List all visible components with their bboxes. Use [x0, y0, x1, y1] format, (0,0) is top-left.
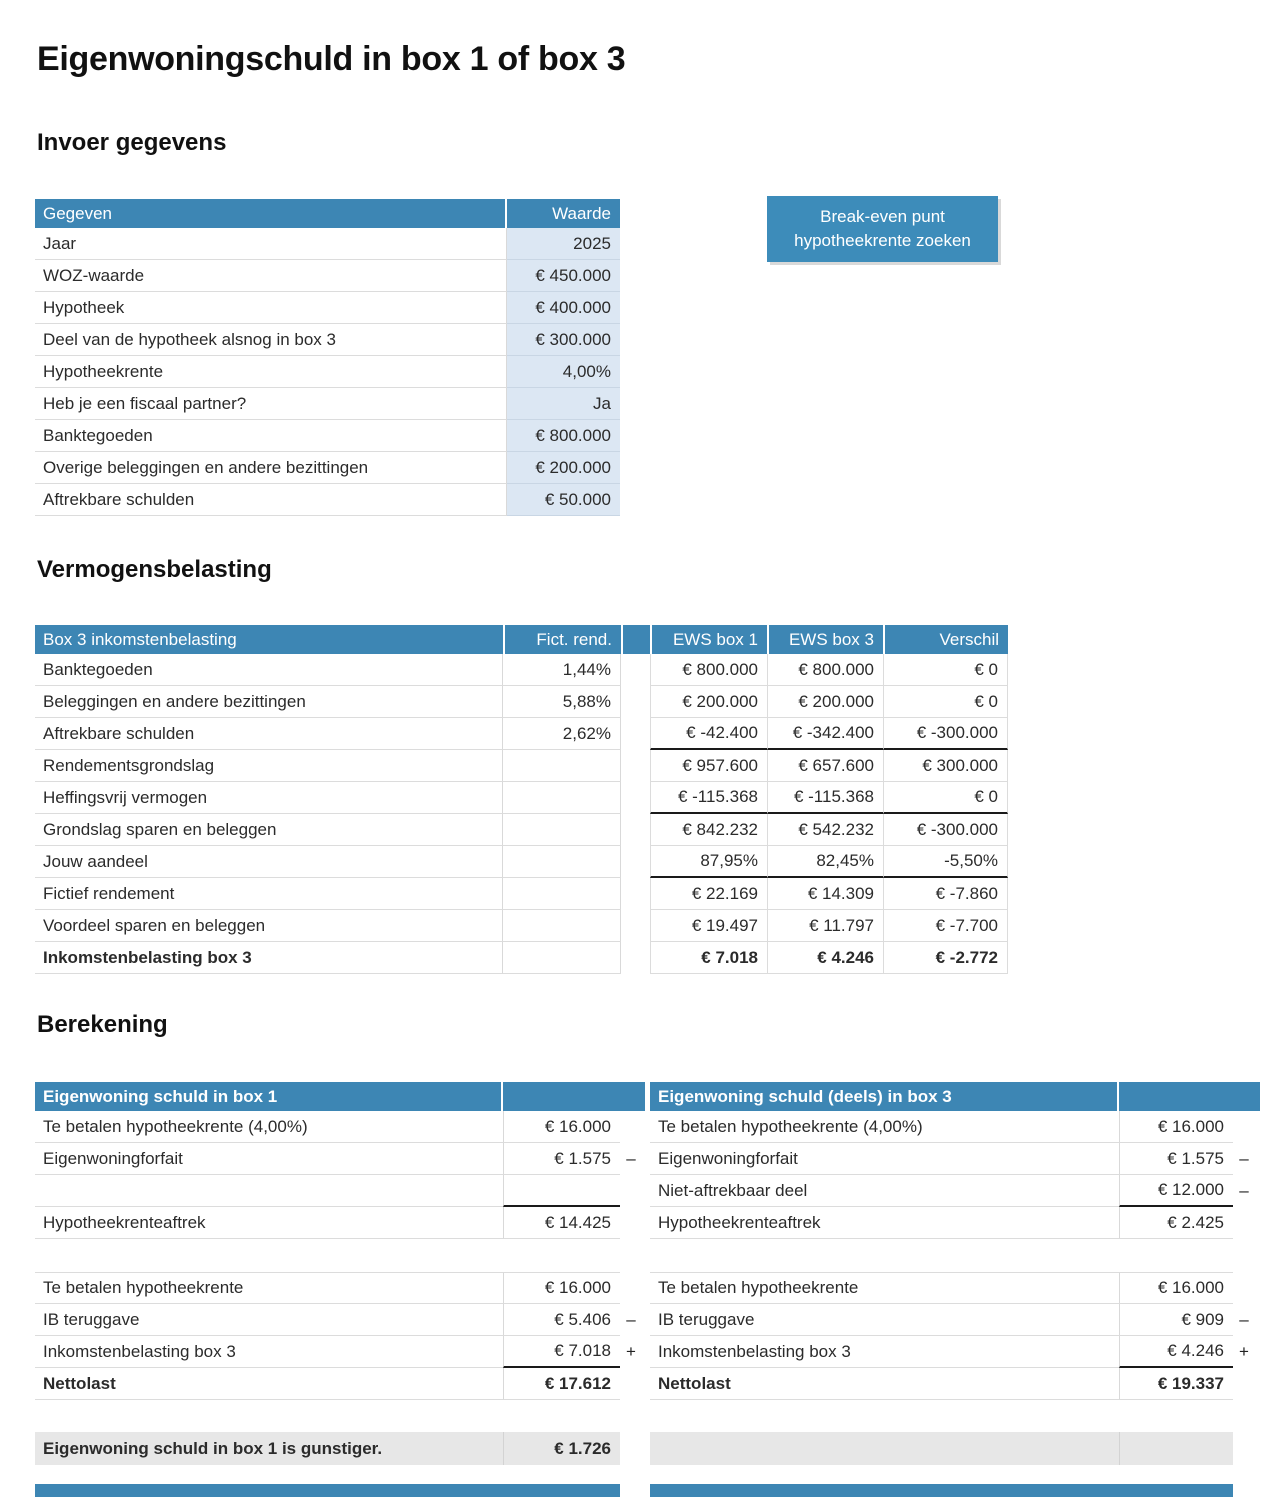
row-label: Fictief rendement [35, 878, 503, 910]
cutoff-table-header-strip-left [35, 1484, 620, 1497]
cell-verschil: € -300.000 [883, 718, 1008, 750]
row-label: Grondslag sparen en beleggen [35, 814, 503, 846]
row-operator: – [626, 1310, 636, 1329]
input-label: Overige beleggingen en andere bezittingen [35, 452, 507, 484]
cell-ews3: € 200.000 [767, 686, 883, 718]
row-value: € 7.018 [503, 1336, 620, 1368]
table-row [35, 1304, 645, 1336]
input-value[interactable]: 4,00% [507, 356, 620, 388]
table-row-empty [35, 1175, 645, 1207]
input-row [35, 228, 620, 260]
berekening-table-box1 [35, 1082, 645, 1400]
cell-spacer [621, 686, 650, 718]
cell-spacer [621, 654, 650, 686]
row-label: Heffingsvrij vermogen [35, 782, 503, 814]
cell-ews3: € 800.000 [767, 654, 883, 686]
row-value: € 16.000 [503, 1272, 620, 1304]
cell-spacer [621, 942, 650, 974]
row-value [503, 1175, 620, 1207]
row-label: Hypotheekrenteaftrek [650, 1207, 1119, 1239]
table-row [35, 686, 1008, 718]
table-row [35, 718, 1008, 750]
cell-fict [503, 814, 621, 846]
row-label: IB teruggave [650, 1304, 1119, 1336]
row-value: € 14.425 [503, 1207, 620, 1239]
table-row-total [35, 942, 1008, 974]
breakeven-button-line1: Break-even punt [820, 207, 945, 227]
table-row [35, 1272, 645, 1304]
row-value: € 4.246 [1119, 1336, 1233, 1368]
row-label: Inkomstenbelasting box 3 [35, 942, 503, 974]
cell-ews3: € 657.600 [767, 750, 883, 782]
table-row [35, 1207, 645, 1239]
table-row [35, 814, 1008, 846]
cell-fict [503, 846, 621, 878]
section-heading-invoer: Invoer gegevens [37, 129, 227, 156]
box1-table-header [35, 1082, 645, 1111]
row-operator [1233, 1111, 1255, 1143]
row-label: Jouw aandeel [35, 846, 503, 878]
cell-ews1: € 19.497 [650, 910, 767, 942]
input-table-header [35, 199, 620, 228]
cell-spacer [621, 750, 650, 782]
table-row [650, 1207, 1260, 1239]
cell-ews3: € 11.797 [767, 910, 883, 942]
column-header-ews-box1: EWS box 1 [650, 625, 767, 654]
row-label: Banktegoeden [35, 654, 503, 686]
row-label: Nettolast [650, 1368, 1119, 1400]
table-row [35, 1111, 645, 1143]
cell-verschil: € -7.860 [883, 878, 1008, 910]
cell-fict [503, 878, 621, 910]
table-row-total [650, 1368, 1260, 1400]
row-value: € 16.000 [1119, 1111, 1233, 1143]
row-operator: + [1239, 1342, 1249, 1361]
row-value: € 2.425 [1119, 1207, 1233, 1239]
input-row [35, 388, 620, 420]
cell-ews3: € 4.246 [767, 942, 883, 974]
section-heading-berekening: Berekening [37, 1011, 168, 1038]
input-row [35, 260, 620, 292]
cell-ews3: € -115.368 [767, 782, 883, 814]
cell-fict: 2,62% [503, 718, 621, 750]
table-row [650, 1336, 1260, 1368]
cell-spacer [621, 814, 650, 846]
row-operator [620, 1111, 642, 1143]
row-operator [1233, 1272, 1255, 1304]
table-row [650, 1304, 1260, 1336]
row-value: € 16.000 [1119, 1272, 1233, 1304]
cell-ews3: € 542.232 [767, 814, 883, 846]
cell-verschil: € -2.772 [883, 942, 1008, 974]
table-row [35, 910, 1008, 942]
row-value: € 1.575 [503, 1143, 620, 1175]
input-value[interactable]: Ja [507, 388, 620, 420]
row-operator: – [626, 1149, 636, 1168]
input-row [35, 324, 620, 356]
input-label: Hypotheekrente [35, 356, 507, 388]
table-row [35, 654, 1008, 686]
row-value: € 16.000 [503, 1111, 620, 1143]
row-label: Te betalen hypotheekrente [650, 1272, 1119, 1304]
row-value: € 17.612 [503, 1368, 620, 1400]
cell-fict: 1,44% [503, 654, 621, 686]
row-operator [620, 1175, 642, 1207]
input-label: Hypotheek [35, 292, 507, 324]
table-block-gap [35, 1239, 645, 1272]
row-operator [620, 1272, 642, 1304]
vermogens-table-header [35, 625, 1008, 654]
berekening-table-box3 [650, 1082, 1260, 1400]
input-row [35, 292, 620, 324]
row-label [35, 1175, 503, 1207]
input-row [35, 452, 620, 484]
cell-ews1: € 957.600 [650, 750, 767, 782]
row-value: € 19.337 [1119, 1368, 1233, 1400]
cell-verschil: € 0 [883, 782, 1008, 814]
cell-spacer [621, 718, 650, 750]
row-operator [1233, 1207, 1255, 1239]
table-row-total [35, 1368, 645, 1400]
box3-header-value-cell [1119, 1082, 1233, 1111]
cell-ews1: 87,95% [650, 846, 767, 878]
cell-fict [503, 750, 621, 782]
input-label: Jaar [35, 228, 507, 260]
row-label: IB teruggave [35, 1304, 503, 1336]
column-header-verschil: Verschil [883, 625, 1008, 654]
input-value[interactable]: € 200.000 [507, 452, 620, 484]
input-value[interactable]: 2025 [507, 228, 620, 260]
input-row [35, 420, 620, 452]
conclusion-label-empty [650, 1432, 1119, 1465]
row-label: Inkomstenbelasting box 3 [35, 1336, 503, 1368]
input-value[interactable]: € 50.000 [507, 484, 620, 516]
cell-ews3: 82,45% [767, 846, 883, 878]
section-heading-vermogensbelasting: Vermogensbelasting [37, 556, 272, 583]
cell-spacer [621, 846, 650, 878]
conclusion-value: € 1.726 [503, 1432, 620, 1465]
column-header-box3: Box 3 inkomstenbelasting [43, 629, 237, 649]
cell-fict [503, 942, 621, 974]
column-header-waarde: Waarde [552, 203, 611, 223]
row-label: Te betalen hypotheekrente (4,00%) [35, 1111, 503, 1143]
cutoff-table-header-strip-right [650, 1484, 1233, 1497]
row-label: Te betalen hypotheekrente (4,00%) [650, 1111, 1119, 1143]
breakeven-button[interactable] [767, 196, 998, 262]
input-table [35, 199, 620, 516]
table-row [35, 750, 1008, 782]
row-label: Rendementsgrondslag [35, 750, 503, 782]
input-label: Deel van de hypotheek alsnog in box 3 [35, 324, 507, 356]
input-label: WOZ-waarde [35, 260, 507, 292]
table-row [35, 1336, 645, 1368]
box1-header-label: Eigenwoning schuld in box 1 [35, 1082, 503, 1111]
row-value: € 5.406 [503, 1304, 620, 1336]
row-value: € 909 [1119, 1304, 1233, 1336]
cell-ews1: € -115.368 [650, 782, 767, 814]
column-header-fict-rend: Fict. rend. [503, 625, 621, 654]
cell-verschil: € -7.700 [883, 910, 1008, 942]
cell-ews1: € 22.169 [650, 878, 767, 910]
page-title: Eigenwoningschuld in box 1 of box 3 [37, 40, 626, 78]
cell-verschil: € 0 [883, 686, 1008, 718]
row-label: Eigenwoningforfait [35, 1143, 503, 1175]
input-row [35, 356, 620, 388]
row-value: € 12.000 [1119, 1175, 1233, 1207]
cell-ews3: € 14.309 [767, 878, 883, 910]
column-header-gegeven: Gegeven [35, 199, 507, 228]
row-label: Inkomstenbelasting box 3 [650, 1336, 1119, 1368]
conclusion-value-empty [1119, 1432, 1233, 1465]
input-value[interactable]: € 450.000 [507, 260, 620, 292]
breakeven-button-line2: hypotheekrente zoeken [794, 231, 971, 250]
row-value: € 1.575 [1119, 1143, 1233, 1175]
input-label: Aftrekbare schulden [35, 484, 507, 516]
row-label: Beleggingen en andere bezittingen [35, 686, 503, 718]
cell-verschil: € 0 [883, 654, 1008, 686]
cell-spacer [621, 878, 650, 910]
table-row [650, 1272, 1260, 1304]
box3-header-label: Eigenwoning schuld (deels) in box 3 [650, 1082, 1119, 1111]
row-operator: – [1239, 1149, 1249, 1168]
cell-ews1: € 800.000 [650, 654, 767, 686]
row-label: Hypotheekrenteaftrek [35, 1207, 503, 1239]
cell-ews3: € -342.400 [767, 718, 883, 750]
conclusion-row-empty [650, 1432, 1233, 1465]
row-label: Niet-aftrekbaar deel [650, 1175, 1119, 1207]
row-label: Voordeel sparen en beleggen [35, 910, 503, 942]
column-header-ews-box3: EWS box 3 [767, 625, 883, 654]
cell-ews1: € -42.400 [650, 718, 767, 750]
input-value[interactable]: € 300.000 [507, 324, 620, 356]
box1-header-value-cell [503, 1082, 620, 1111]
input-row [35, 484, 620, 516]
cell-fict: 5,88% [503, 686, 621, 718]
row-label: Aftrekbare schulden [35, 718, 503, 750]
table-row [650, 1111, 1260, 1143]
row-operator: + [626, 1342, 636, 1361]
row-label: Eigenwoningforfait [650, 1143, 1119, 1175]
row-operator [1233, 1368, 1255, 1400]
table-block-gap [650, 1239, 1260, 1272]
cell-spacer [621, 910, 650, 942]
input-value[interactable]: € 800.000 [507, 420, 620, 452]
vermogensbelasting-table [35, 625, 1008, 974]
cell-ews1: € 842.232 [650, 814, 767, 846]
row-label: Te betalen hypotheekrente [35, 1272, 503, 1304]
table-row [650, 1143, 1260, 1175]
cell-verschil: -5,50% [883, 846, 1008, 878]
row-operator: – [1239, 1310, 1249, 1329]
table-row [35, 878, 1008, 910]
table-row [35, 1143, 645, 1175]
cell-verschil: € 300.000 [883, 750, 1008, 782]
cell-spacer [621, 782, 650, 814]
input-label: Banktegoeden [35, 420, 507, 452]
row-label: Nettolast [35, 1368, 503, 1400]
conclusion-row [35, 1432, 620, 1465]
row-operator [620, 1368, 642, 1400]
table-row [650, 1175, 1260, 1207]
row-operator [620, 1207, 642, 1239]
row-operator: – [1239, 1181, 1249, 1200]
table-row [35, 782, 1008, 814]
cell-fict [503, 910, 621, 942]
cell-ews1: € 200.000 [650, 686, 767, 718]
cell-fict [503, 782, 621, 814]
cell-ews1: € 7.018 [650, 942, 767, 974]
box3-table-header [650, 1082, 1260, 1111]
input-label: Heb je een fiscaal partner? [35, 388, 507, 420]
table-row [35, 846, 1008, 878]
input-value[interactable]: € 400.000 [507, 292, 620, 324]
cell-verschil: € -300.000 [883, 814, 1008, 846]
column-header-spacer [621, 625, 650, 654]
conclusion-label: Eigenwoning schuld in box 1 is gunstiger. [43, 1438, 383, 1458]
